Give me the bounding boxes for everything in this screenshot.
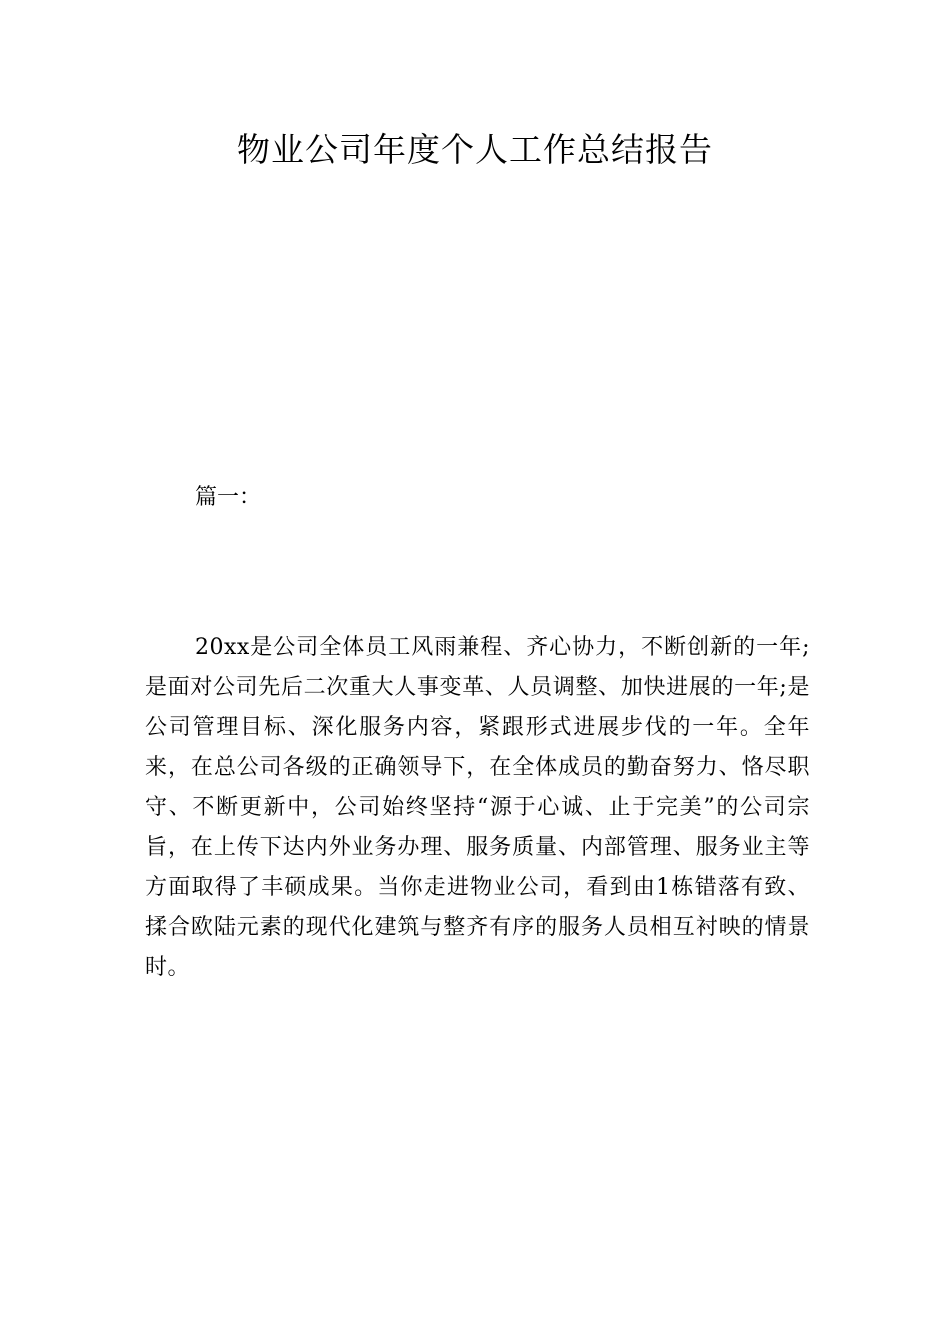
document-title: 物业公司年度个人工作总结报告 [237,130,713,169]
section-heading: 篇一： [195,485,262,510]
body-paragraph: 20xx是公司全体员工风雨兼程、齐心协力，不断创新的一年;是面对公司先后二次重大人事变革、人员调整、加快进展的一年;是公司管理目标、深化服务内容，紧跟形式进展步伐的一年。全年来，在总公司各级的正确领导下，在全体成员的勤奋努力、恪尽职守、不断更新中，公司始终坚持“源于心诚、止于完美”的公司宗旨，在上传下达内外业务办理、服务质量、内部管理、服务业主等方面取得了丰硕成果。当你走进物业公司，看到由1栋错落有致、揉合欧陆元素的现代化建筑与整齐有序的服务人员相互衬映的情景时。 [145,635,810,980]
